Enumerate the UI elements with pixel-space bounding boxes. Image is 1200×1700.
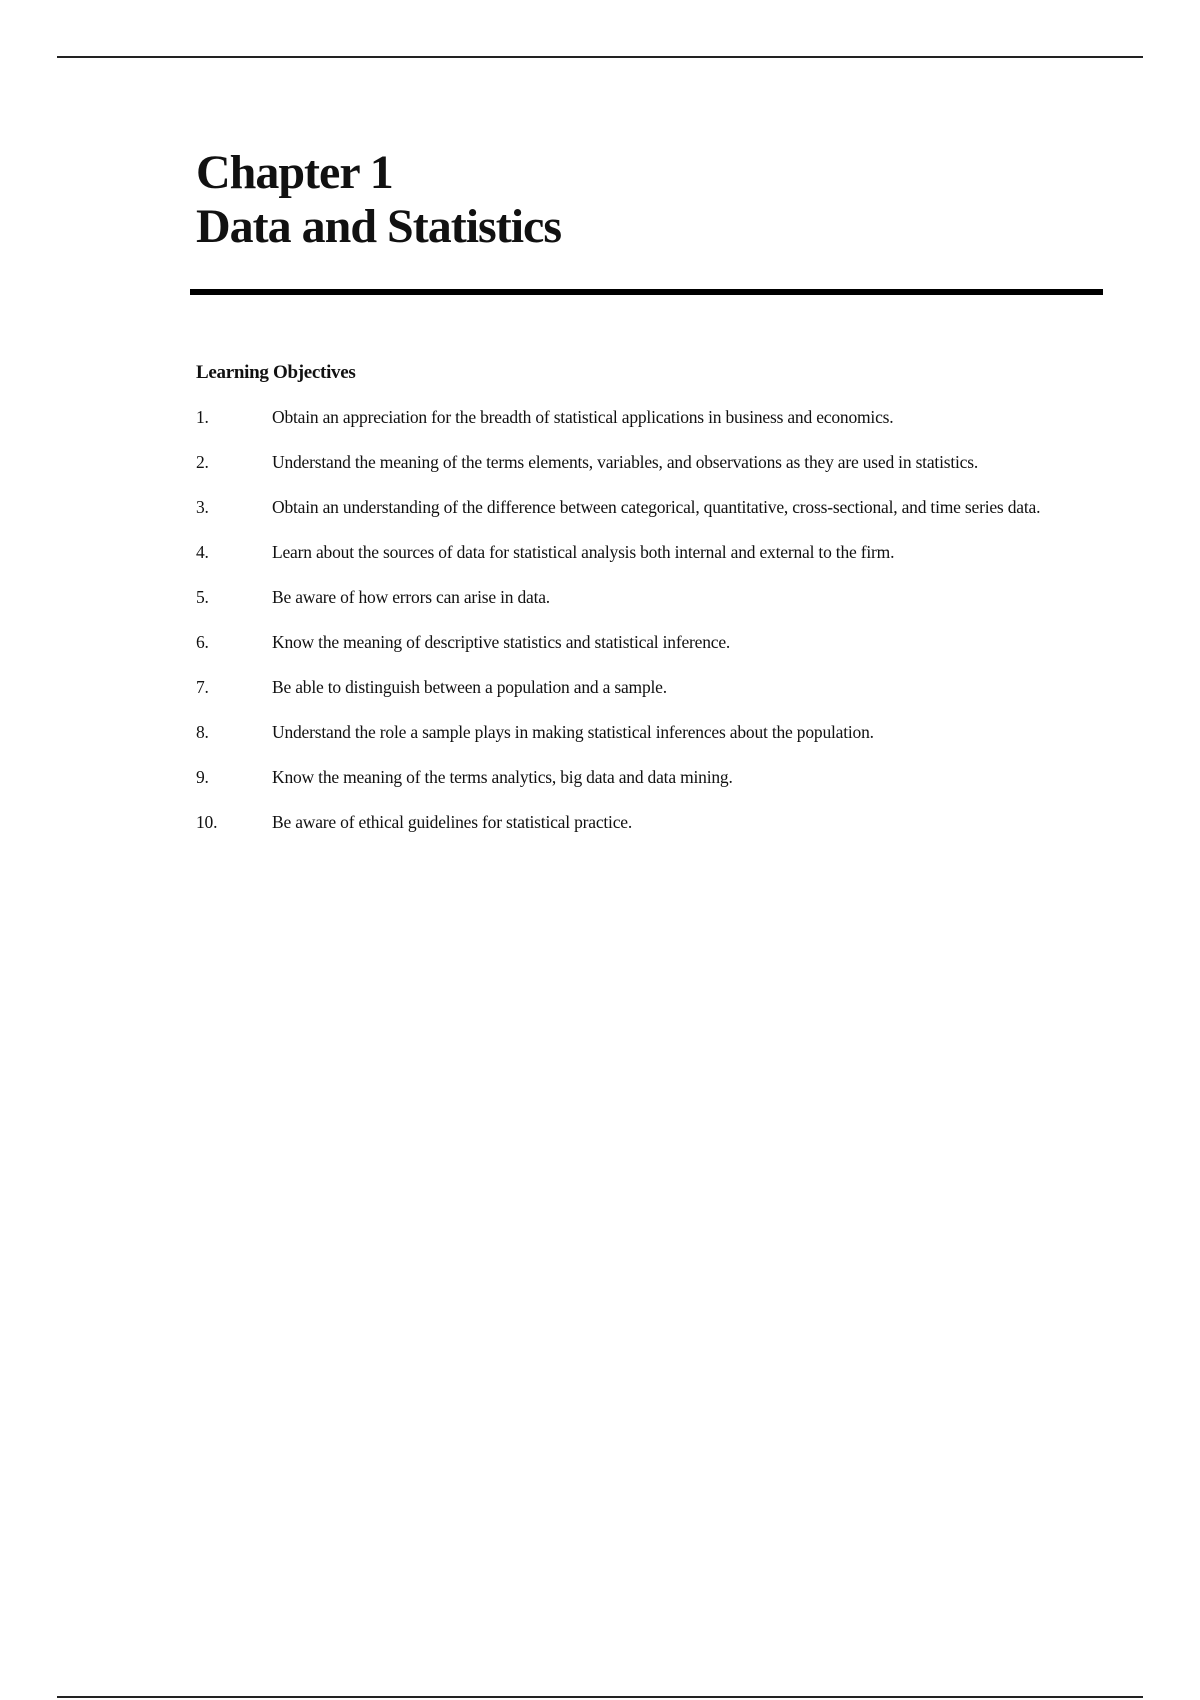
chapter-title: Data and Statistics [196, 200, 562, 253]
objective-number: 4. [196, 542, 209, 562]
objective-text: Understand the meaning of the terms elements, variables, and observations as they are used in statistics. [272, 452, 979, 472]
objective-number: 2. [196, 452, 209, 472]
objective-item [196, 541, 1076, 564]
objective-item [196, 406, 1076, 429]
objective-text: Learn about the sources of data for statistical analysis both internal and external to the firm. [272, 542, 895, 562]
objective-text: Know the meaning of descriptive statistics and statistical inference. [272, 632, 731, 652]
objective-text: Be aware of ethical guidelines for statistical practice. [272, 812, 633, 832]
objective-item [196, 766, 1076, 789]
objective-text: Be able to distinguish between a population and a sample. [272, 677, 667, 697]
objective-number: 5. [196, 587, 209, 607]
objective-item [196, 676, 1076, 699]
page-bottom-rule [57, 1696, 1143, 1698]
objective-text: Know the meaning of the terms analytics, big data and data mining. [272, 767, 733, 787]
objective-text: Obtain an appreciation for the breadth of statistical applications in business and economics. [272, 407, 894, 427]
objective-number: 10. [196, 812, 218, 832]
objective-item [196, 586, 1076, 609]
objective-item [196, 631, 1076, 654]
objective-item [196, 451, 1076, 474]
objective-item [196, 496, 1076, 519]
chapter-heading-rule [190, 289, 1103, 295]
chapter-heading [196, 146, 561, 254]
objective-number: 9. [196, 767, 209, 787]
learning-objectives-heading: Learning Objectives [196, 362, 356, 383]
objective-number: 3. [196, 497, 209, 517]
objective-text: Be aware of how errors can arise in data. [272, 587, 550, 607]
objective-item [196, 721, 1076, 744]
objective-number: 1. [196, 407, 209, 427]
objective-text: Obtain an understanding of the difference between categorical, quantitative, cross-sectional, and time series data. [272, 497, 1041, 517]
objective-item [196, 811, 1076, 834]
objective-number: 7. [196, 677, 209, 697]
objective-text: Understand the role a sample plays in making statistical inferences about the population. [272, 722, 874, 742]
chapter-number: Chapter 1 [196, 146, 393, 199]
page-top-rule [57, 56, 1143, 58]
objective-number: 8. [196, 722, 209, 742]
learning-objectives-list [196, 406, 1076, 856]
objective-number: 6. [196, 632, 209, 652]
